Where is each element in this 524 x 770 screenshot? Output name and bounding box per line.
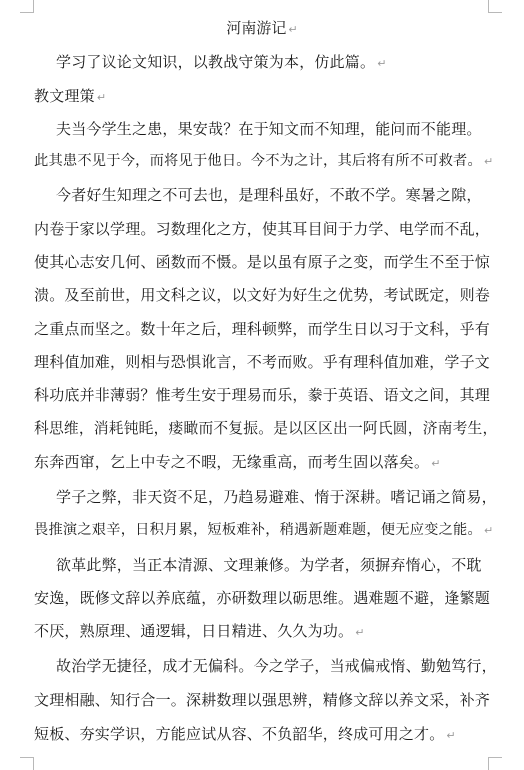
- text-line-row: [34, 418, 497, 440]
- paragraph-mark: ↵: [96, 91, 107, 104]
- text-line-row: [56, 655, 497, 677]
- crop-mark-top-left-v: [33, 0, 34, 12]
- crop-mark-bottom-left-v: [33, 758, 34, 770]
- document-title: [0, 17, 524, 41]
- text-line-row: [56, 554, 482, 576]
- crop-mark-bottom-right-h: [488, 757, 502, 758]
- text-line-row: [34, 284, 490, 306]
- crop-mark-top-left-h: [20, 12, 34, 13]
- text-line: 不厌，熟原理、通逻辑，日日精进、久久为功。: [34, 622, 354, 640]
- text-line-row: [34, 251, 490, 273]
- text-line: 夫当今学生之患，果安哉？在于知文而不知理，能问而不能理。: [56, 120, 482, 138]
- text-line: 溃。及至前世，用文科之议，以文好为好生之优势，考试既定，则卷: [34, 286, 491, 304]
- paragraph-mark: ↵: [446, 729, 456, 742]
- text-line: 东奔西窜，乞上中专之不暇，无缘重高，而考生固以落矣。: [34, 453, 430, 471]
- text-line-row: [34, 351, 490, 373]
- section-heading: [34, 85, 106, 109]
- text-line: 科功底并非薄弱？惟考生安于理易而乐，豢于英语、语文之间，其理: [34, 386, 491, 404]
- text-line-row: [34, 150, 493, 173]
- text-line: 今者好生知理之不可去也，是理科虽好，不敢不学。寒暑之隙，: [56, 186, 482, 204]
- text-line-row: [56, 486, 497, 508]
- text-line-row: [34, 689, 490, 711]
- text-line: 文理相融、知行合一。深耕数理以强思辨，精修文辞以养文采，补齐: [34, 691, 491, 709]
- text-line: 内卷于家以学理。习数理化之方，使其耳目间于力学、电学而不乱，: [34, 220, 491, 238]
- text-line-row: [34, 519, 493, 542]
- text-line: 科思维，消耗钝眊，瘘瞰而不复振。是以区区出一阿氏圆，济南考生，: [34, 420, 498, 437]
- text-line-row: [56, 118, 482, 140]
- text-line: 学习了议论文知识，以教战守策为本，仿此篇。: [56, 53, 376, 71]
- crop-mark-top-right-v: [488, 0, 489, 12]
- text-line-row: [34, 587, 490, 609]
- crop-mark-bottom-right-v: [488, 758, 489, 770]
- paragraph-mark: ↵: [483, 155, 494, 168]
- text-line: 教文理策: [34, 87, 95, 105]
- text-line-row: [34, 384, 490, 406]
- text-line: 故治学无捷径，成才无偏科。今之学子，当戒偏戒惰、勤勉笃行，: [56, 657, 497, 675]
- text-line: 畏推演之艰辛，日积月累，短板难补，稍遇新题难题，便无应变之能。: [34, 522, 482, 538]
- text-line-row: [34, 723, 456, 747]
- text-line-row: [34, 451, 441, 475]
- paragraph-mark: ↵: [288, 23, 298, 36]
- text-line-row: [56, 184, 482, 206]
- text-line-row: [34, 218, 490, 240]
- paragraph-mark: ↵: [431, 457, 441, 470]
- document-title-text: 河南游记: [226, 19, 287, 37]
- text-line: 之重点而坚之。数十年之后，理科顿弊，而学生日以习于文科，乎有: [34, 320, 491, 338]
- text-line: 学子之弊，非天资不足，乃趋易避难、惰于深耕。嗜记诵之简易，: [56, 488, 497, 506]
- text-line: 此其患不见于今，而将见于他日。今不为之计，其后将有所不可救者。: [34, 153, 482, 169]
- crop-mark-top-right-h: [488, 12, 502, 13]
- text-line-row: [34, 318, 490, 340]
- paragraph-intro: [56, 51, 387, 75]
- paragraph-mark: ↵: [355, 626, 365, 639]
- text-line: 短板、夯实学识，方能应试从容、不负韶华，终成可用之才。: [34, 725, 445, 743]
- paragraph-mark: ↵: [483, 524, 494, 537]
- text-line: 安逸，既修文辞以养底蕴，亦研数理以砺思维。遇难题不避，逢繁题: [34, 589, 491, 607]
- text-line: 欲革此弊，当正本清源、文理兼修。为学者，须摒弃惰心，不耽: [56, 556, 482, 574]
- text-line: 使其心志安几何、函数而不慑。是以虽有原子之变，而学生不至于惊: [34, 253, 491, 271]
- paragraph-mark: ↵: [377, 57, 387, 70]
- text-line-row: [34, 620, 365, 644]
- crop-mark-bottom-left-h: [20, 757, 34, 758]
- text-line: 理科值加难，则相与恐惧讹言，不考而败。乎有理科值加难，学子文: [34, 353, 491, 371]
